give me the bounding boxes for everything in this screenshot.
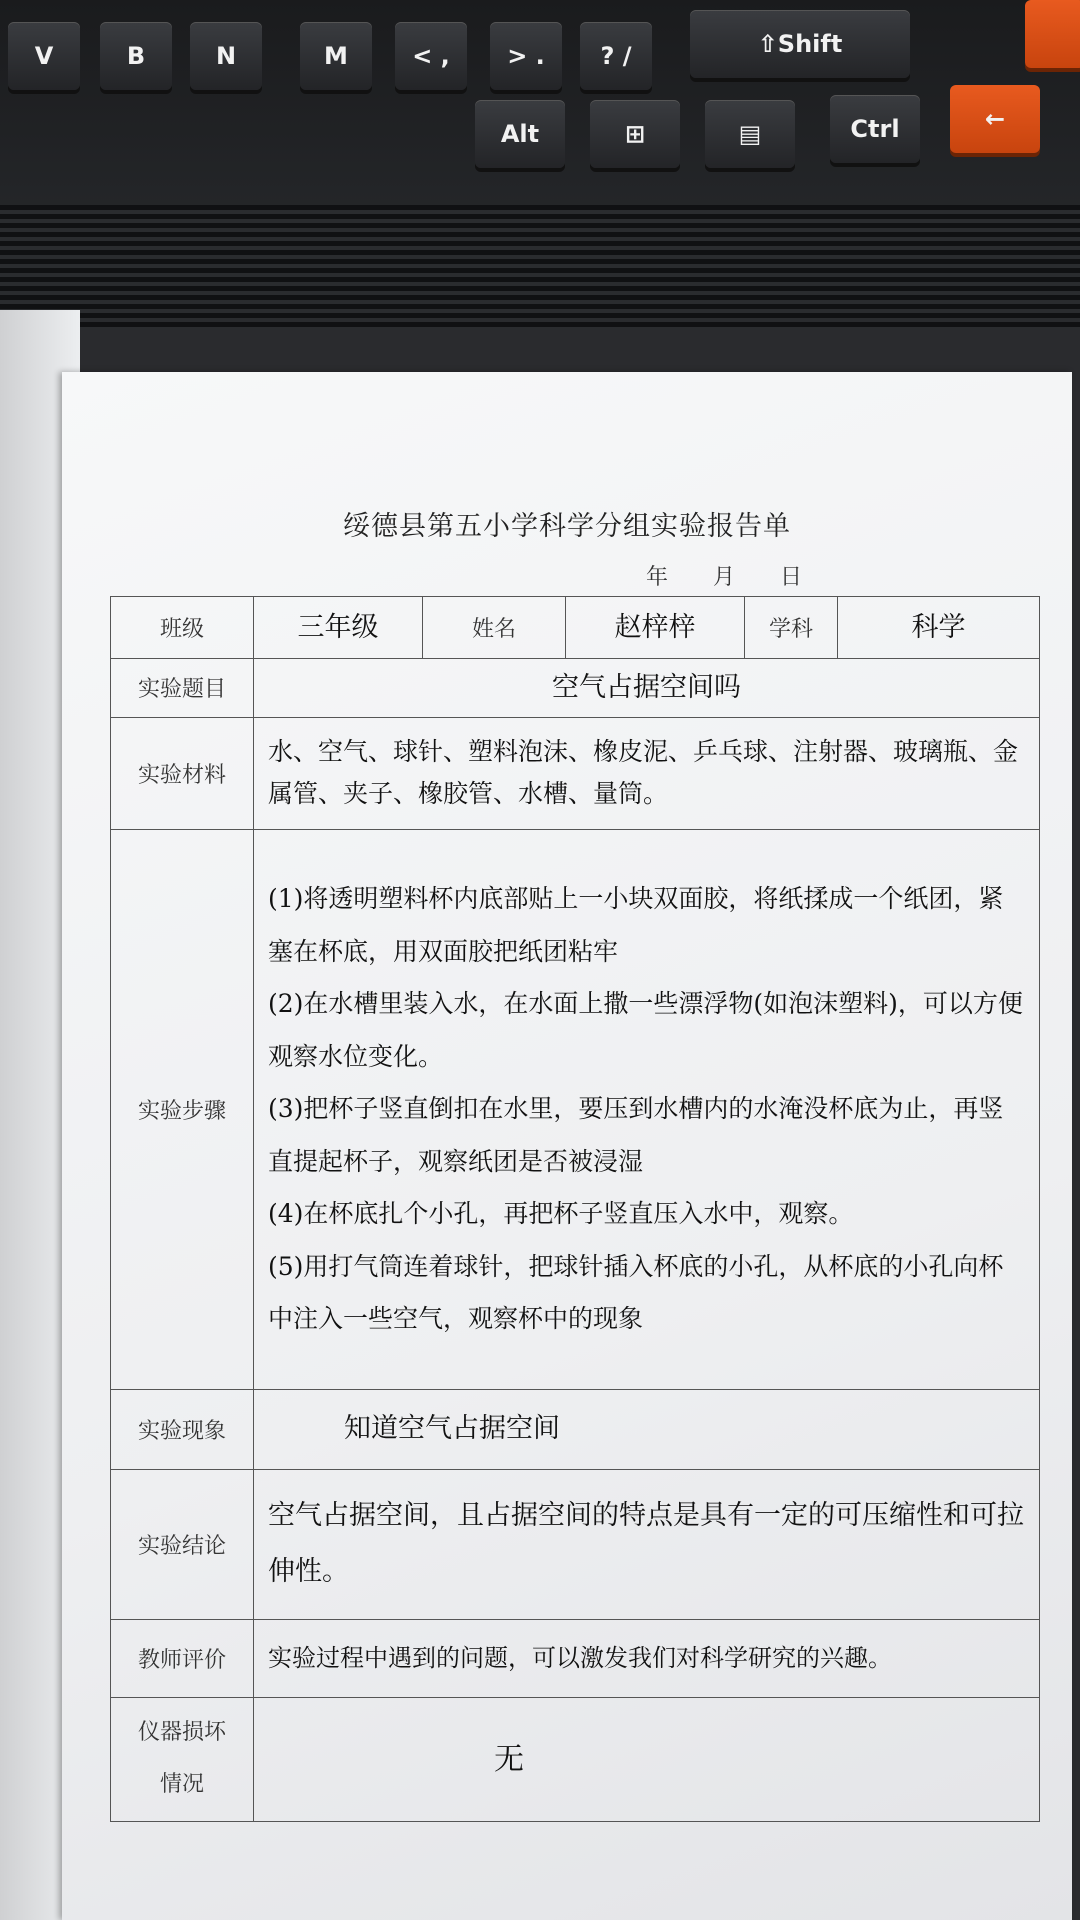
phenomenon-value: 知道空气占据空间 [254, 1389, 1040, 1469]
evaluation-value: 实验过程中遇到的问题，可以激发我们对科学研究的兴趣。 [254, 1619, 1040, 1697]
report-title: 绥德县第五小学科学分组实验报告单 [343, 511, 791, 542]
class-value: 三年级 [254, 597, 423, 659]
subject-label: 学科 [745, 597, 838, 659]
phenomenon-label: 实验现象 [111, 1389, 254, 1469]
step-item: (2)在水槽里装入水，在水面上撒一些漂浮物(如泡沫塑料)，可以方便观察水位变化。 [268, 989, 1023, 1071]
key-n: N [190, 22, 262, 90]
key-alt: Alt [475, 100, 565, 168]
topic-label: 实验题目 [111, 659, 254, 718]
evaluation-label: 教师评价 [111, 1619, 254, 1697]
key-orange-top [1025, 0, 1080, 68]
row-damage [111, 1697, 1040, 1821]
steps-label: 实验步骤 [111, 829, 254, 1389]
key-shift: ⇧Shift [690, 10, 910, 78]
row-materials [111, 717, 1040, 829]
key-m: M [300, 22, 372, 90]
key-period: > . [490, 22, 562, 90]
name-value: 赵梓梓 [566, 597, 745, 659]
row-conclusion [111, 1469, 1040, 1619]
report-table [110, 596, 1040, 1822]
class-label: 班级 [111, 597, 254, 659]
materials-value: 水、空气、球针、塑料泡沫、橡皮泥、乒乓球、注射器、玻璃瓶、金属管、夹子、橡胶管、水槽、量筒。 [254, 717, 1040, 829]
step-item: (5)用打气筒连着球针，把球针插入杯底的小孔，从杯底的小孔向杯中注入一些空气，观察杯中的现象 [268, 1251, 1004, 1334]
damage-label-line1: 仪器损坏 [137, 1719, 226, 1745]
keyboard-vents [0, 205, 1080, 335]
row-basic-info [111, 597, 1040, 659]
step-item: (1)将透明塑料杯内底部贴上一小块双面胶，将纸揉成一个纸团，紧塞在杯底，用双面胶把纸团粘牢 [268, 884, 1004, 966]
report-sheet [62, 372, 1072, 1920]
materials-label: 实验材料 [111, 717, 254, 829]
damage-value: 无 [254, 1697, 1040, 1821]
topic-value: 空气占据空间吗 [254, 659, 1040, 718]
key-ctrl: Ctrl [830, 95, 920, 163]
arrow-left-key-icon: ← [950, 85, 1040, 153]
key-slash: ? / [580, 22, 652, 90]
conclusion-label: 实验结论 [111, 1469, 254, 1619]
windows-key-icon: ⊞ [590, 100, 680, 168]
key-comma: < , [395, 22, 467, 90]
menu-key-icon: ▤ [705, 100, 795, 168]
conclusion-value: 空气占据空间，且占据空间的特点是具有一定的可压缩性和可拉伸性。 [254, 1469, 1040, 1619]
name-label: 姓名 [423, 597, 566, 659]
key-v: V [8, 22, 80, 90]
step-item: (4)在杯底扎个小孔，再把杯子竖直压入水中，观察。 [268, 1199, 854, 1229]
row-steps [111, 829, 1040, 1389]
step-item: (3)把杯子竖直倒扣在水里，要压到水槽内的水淹没杯底为止，再竖直提起杯子，观察纸团是否被浸湿 [268, 1094, 1004, 1176]
row-phenomenon [111, 1389, 1040, 1469]
steps-list [254, 829, 1040, 1389]
key-b: B [100, 22, 172, 90]
damage-label-line2: 情况 [159, 1772, 204, 1798]
subject-value: 科学 [838, 597, 1040, 659]
date-labels: 年 月 日 [646, 565, 802, 590]
row-topic [111, 659, 1040, 718]
damage-label [111, 1697, 254, 1821]
row-evaluation [111, 1619, 1040, 1697]
